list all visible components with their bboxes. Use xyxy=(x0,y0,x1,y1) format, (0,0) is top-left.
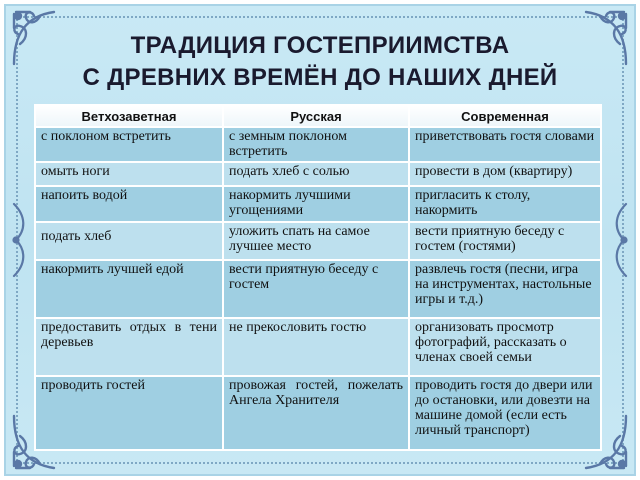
table-row xyxy=(35,318,601,376)
table-cell: с земным поклоном встретить xyxy=(223,127,409,162)
table-cell: подать хлеб с солью xyxy=(223,162,409,186)
traditions-table xyxy=(34,104,602,451)
table-cell: развлечь гостя (песни, игра на инструментах, настольные игры и т.д.) xyxy=(409,260,601,318)
table-cell: подать хлеб xyxy=(35,222,223,260)
table-cell: приветствовать гостя словами xyxy=(409,127,601,162)
table-header-row xyxy=(35,105,601,127)
title-line-1: ТРАДИЦИЯ ГОСТЕПРИИМСТВА xyxy=(130,32,510,59)
table-row xyxy=(35,376,601,450)
table-row xyxy=(35,162,601,186)
table-cell: провести в дом (квартиру) xyxy=(409,162,601,186)
table-cell: вести приятную беседу с гостем (гостями) xyxy=(409,222,601,260)
column-header-old-testament: Ветхозаветная xyxy=(35,105,223,127)
table-cell: провожая гостей, пожелать Ангела Хранителя xyxy=(223,376,409,450)
side-ornament-icon xyxy=(8,200,30,280)
table-row xyxy=(35,260,601,318)
table-row xyxy=(35,127,601,162)
table-cell: предоставить отдых в тени деревьев xyxy=(35,318,223,376)
table-cell: напоить водой xyxy=(35,186,223,222)
table-row xyxy=(35,222,601,260)
table-cell: уложить спать на самое лучшее место xyxy=(223,222,409,260)
table-cell: организовать просмотр фотографий, рассказать о членах своей семьи xyxy=(409,318,601,376)
table-cell: не прекословить гостю xyxy=(223,318,409,376)
column-header-modern: Современная xyxy=(409,105,601,127)
table-cell: накормить лучшей едой xyxy=(35,260,223,318)
table-row xyxy=(35,186,601,222)
page-title xyxy=(40,30,600,94)
table-cell: пригласить к столу, накормить xyxy=(409,186,601,222)
table-cell: вести приятную беседу с гостем xyxy=(223,260,409,318)
title-line-2: С ДРЕВНИХ ВРЕМЁН ДО НАШИХ ДНЕЙ xyxy=(82,64,558,91)
table-cell: проводить гостей xyxy=(35,376,223,450)
table-cell: омыть ноги xyxy=(35,162,223,186)
side-ornament-icon xyxy=(610,200,632,280)
table-cell: с поклоном встретить xyxy=(35,127,223,162)
table-cell: накормить лучшими угощениями xyxy=(223,186,409,222)
column-header-russian: Русская xyxy=(223,105,409,127)
table-cell: проводить гостя до двери или до остановки, или довезти на машине домой (если есть личный транспорт) xyxy=(409,376,601,450)
